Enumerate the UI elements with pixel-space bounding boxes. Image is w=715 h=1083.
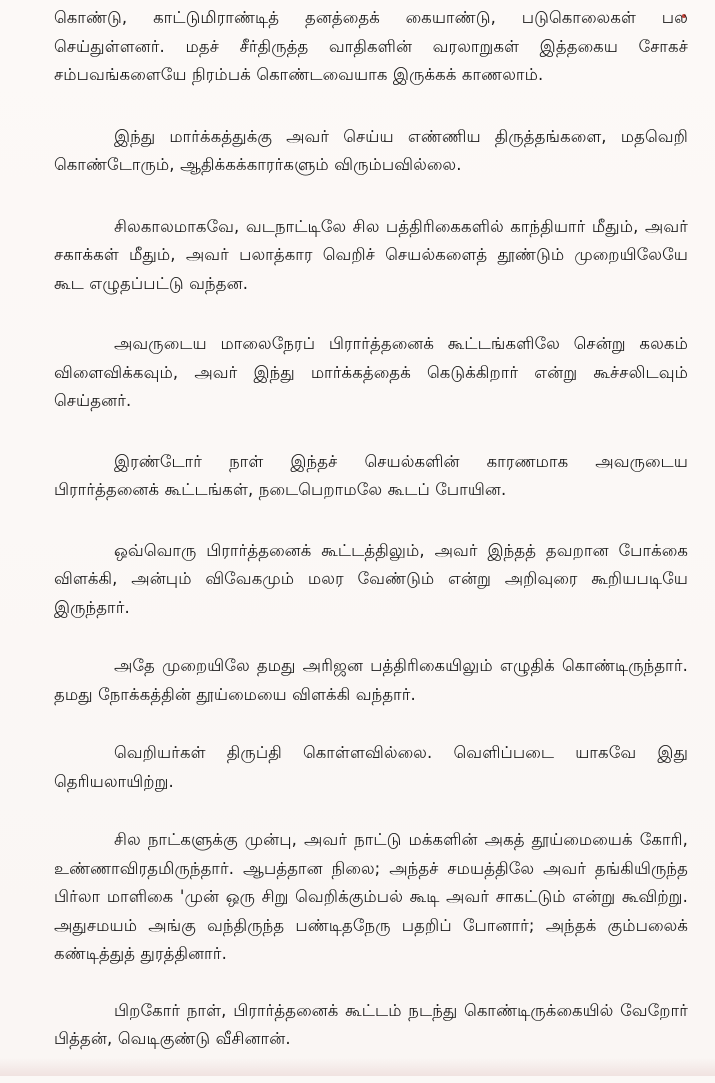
paragraph-6-text: ஒவ்வொரு பிரார்த்தனைக் கூட்டத்திலும், அவர் இந்தத் தவறான போக்கை விளக்கி, அன்பும் விவேகமும் மலர வேண்டும் என்று அறிவுரை கூறியபடியே இருந்தார். <box>54 540 688 617</box>
paragraph-9-text: சில நாட்களுக்கு முன்பு, அவர் நாட்டு மக்களின் அகத் தூய்மையைக் கோரி, உண்ணாவிரதமிருந்தார். ஆபத்தான நிலை; அந்தச் சமயத்திலே அவர் தங்கியிருந்த பிர்லா மாளிகை 'முன் ஒரு சிறு வெறிக்கும்பல் கூடி அவர் சாகட்டும் என்று கூவிற்று. அதுசமயம் அங்கு வந்திருந்த பண்டிதநேரு பதறிப் போனார்; அந்தக் கும்பலைக் கண்டித்துத் துரத்தினார். <box>54 830 688 963</box>
paragraph-9 <box>54 826 688 969</box>
paragraph-3 <box>54 213 688 299</box>
paragraph-6 <box>54 537 688 623</box>
paragraph-4-text: அவருடைய மாலைநேரப் பிரார்த்தனைக் கூட்டங்களிலே சென்று கலகம் விளைவிக்கவும், அவர் இந்து மார்க்கத்தைக் கெடுக்கிறார் என்று கூச்சலிடவும் செய்தனர். <box>54 334 688 410</box>
paragraph-1-text: கொண்டு, காட்டுமிராண்டித் தனத்தைக் கையாண்டு, படுகொலைகள் பல செய்துள்ளனர். மதச் சீர்திருத்த வாதிகளின் வரலாறுகள் இத்தகைய சோகச் சம்பவங்களையே நிரம்பக் கொண்டவையாக இருக்கக் காணலாம். <box>54 8 688 84</box>
paragraph-5-text: இரண்டோர் நாள் இந்தச் செயல்களின் காரணமாக அவருடைய பிரார்த்தனைக் கூட்டங்கள், நடைபெறாமலே கூடப் போயின. <box>54 451 688 499</box>
paragraph-1 <box>54 4 688 90</box>
paragraph-5 <box>54 448 688 505</box>
paragraph-7 <box>54 652 688 709</box>
paragraph-10 <box>54 997 688 1054</box>
body-text <box>54 4 688 1083</box>
paragraph-8 <box>54 739 688 796</box>
paragraph-2-text: இந்து மார்க்கத்துக்கு அவர் செய்ய எண்ணிய திருத்தங்களை, மதவெறி கொண்டோரும், ஆதிக்கக்காரர்களும் விரும்பவில்லை. <box>54 126 688 174</box>
paragraph-2 <box>54 123 688 180</box>
paragraph-10-text: பிறகோர் நாள், பிரார்த்தனைக் கூட்டம் நடந்து கொண்டிருக்கையில் வேறோர் பித்தன், வெடிகுண்டு வீசினான். <box>54 1000 688 1048</box>
paragraph-7-text: அதே முறையிலே தமது அரிஜன பத்திரிகையிலும் எழுதிக் கொண்டிருந்தார். தமது நோக்கத்தின் தூய்மையை விளக்கி வந்தார். <box>54 656 688 704</box>
paragraph-3-text: சிலகாலமாகவே, வடநாட்டிலே சில பத்திரிகைகளில் காந்தியார் மீதும், அவர் சகாக்கள் மீதும், அவர் பலாத்கார வெறிச் செயல்களைத் தூண்டும் முறையிலேயே கூட எழுதப்பட்டு வந்தன. <box>54 216 688 293</box>
page-bottom-edge <box>0 1058 715 1076</box>
paragraph-4 <box>54 330 688 416</box>
paragraph-8-text: வெறியர்கள் திருப்தி கொள்ளவில்லை. வெளிப்படை யாகவே இது தெரியலாயிற்று. <box>54 743 688 791</box>
